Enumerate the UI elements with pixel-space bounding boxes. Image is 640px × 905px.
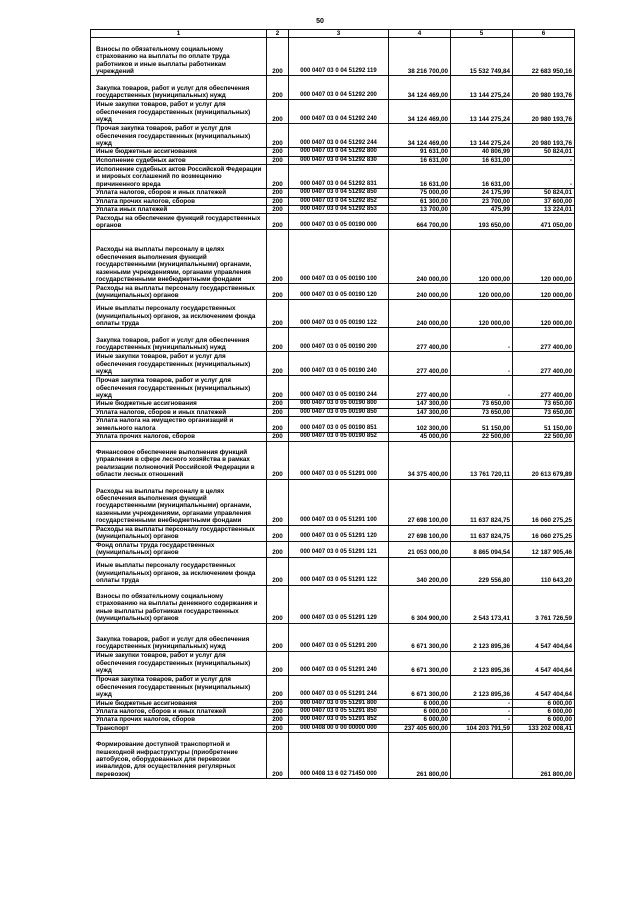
row-approved-cell: 6 000,00 bbox=[389, 716, 451, 724]
row-executed-cell: - bbox=[451, 376, 513, 400]
row-name-cell: Транспорт bbox=[91, 724, 267, 732]
row-kbk-cell: 000 0407 03 0 05 00190 244 bbox=[289, 376, 389, 400]
row-approved-cell: 6 671 300,00 bbox=[389, 623, 451, 651]
table-row bbox=[91, 557, 575, 585]
row-approved-cell: 34 124 469,00 bbox=[389, 100, 451, 124]
row-code-cell: 200 bbox=[267, 214, 289, 230]
row-executed-cell: - bbox=[451, 716, 513, 724]
row-code-cell: 200 bbox=[267, 100, 289, 124]
row-code-cell: 200 bbox=[267, 651, 289, 675]
page-number: 50 bbox=[316, 18, 324, 25]
row-code-cell: 200 bbox=[267, 328, 289, 352]
table-row bbox=[91, 376, 575, 400]
table-row bbox=[91, 675, 575, 699]
table-row bbox=[91, 206, 575, 214]
row-name-cell: Взносы по обязательному социальному страхованию на выплаты по оплате труда работников и иные выплаты работникам учреждений bbox=[91, 38, 267, 76]
table-row bbox=[91, 623, 575, 651]
budget-table bbox=[90, 29, 575, 779]
header-col-1: 1 bbox=[91, 30, 267, 38]
row-code-cell: 200 bbox=[267, 165, 289, 189]
row-remaining-cell: 20 980 193,76 bbox=[513, 124, 575, 148]
header-col-5: 5 bbox=[451, 30, 513, 38]
table-row bbox=[91, 716, 575, 724]
row-approved-cell: 61 300,00 bbox=[389, 197, 451, 205]
row-executed-cell bbox=[451, 733, 513, 779]
row-name-cell: Уплата налогов, сборов и иных платежей bbox=[91, 408, 267, 416]
row-approved-cell: 340 200,00 bbox=[389, 557, 451, 585]
row-code-cell: 200 bbox=[267, 417, 289, 433]
row-kbk-cell: 000 0407 03 0 05 00190 120 bbox=[289, 284, 389, 300]
row-approved-cell: 91 631,00 bbox=[389, 148, 451, 156]
table-row bbox=[91, 148, 575, 156]
row-executed-cell: 40 806,99 bbox=[451, 148, 513, 156]
table-body bbox=[91, 38, 575, 779]
row-executed-cell: 13 144 275,24 bbox=[451, 76, 513, 100]
row-code-cell: 200 bbox=[267, 352, 289, 376]
row-code-cell: 200 bbox=[267, 38, 289, 76]
row-name-cell: Финансовое обеспечение выполнения функций управления в сфере лесного хозяйства в рамках реализации полномочий Российской Федерации в области лесных отношений bbox=[91, 441, 267, 479]
row-executed-cell: 23 700,00 bbox=[451, 197, 513, 205]
row-approved-cell: 75 000,00 bbox=[389, 189, 451, 197]
row-name-cell: Уплата прочих налогов, сборов bbox=[91, 197, 267, 205]
table-header-row bbox=[91, 30, 575, 38]
row-code-cell: 200 bbox=[267, 557, 289, 585]
row-kbk-cell: 000 0407 03 0 05 00190 000 bbox=[289, 214, 389, 230]
table-row bbox=[91, 400, 575, 408]
table-row bbox=[91, 585, 575, 623]
row-name-cell: Прочая закупка товаров, работ и услуг для обеспечения государственных (муниципальных) нужд bbox=[91, 675, 267, 699]
row-approved-cell: 6 671 300,00 bbox=[389, 651, 451, 675]
row-name-cell: Формирование доступной транспортной и пешеходной инфраструктуры (приобретение автобусов, оборудованных для перевозки инвалидов, для осуществления регулярных перевозок) bbox=[91, 733, 267, 779]
table-row bbox=[91, 733, 575, 779]
row-name-cell: Уплата налогов, сборов и иных платежей bbox=[91, 708, 267, 716]
row-approved-cell: 13 700,00 bbox=[389, 206, 451, 214]
row-code-cell: 200 bbox=[267, 206, 289, 214]
row-code-cell: 200 bbox=[267, 525, 289, 541]
row-name-cell: Уплата налогов, сборов и иных платежей bbox=[91, 189, 267, 197]
row-kbk-cell: 000 0407 03 0 05 51291 121 bbox=[289, 541, 389, 557]
table-row bbox=[91, 300, 575, 328]
table-row bbox=[91, 433, 575, 441]
row-remaining-cell: 261 800,00 bbox=[513, 733, 575, 779]
row-approved-cell: 16 631,00 bbox=[389, 156, 451, 164]
row-kbk-cell: 000 0407 03 0 05 51291 800 bbox=[289, 699, 389, 707]
row-name-cell: Закупка товаров, работ и услуг для обеспечения государственных (муниципальных) нужд bbox=[91, 328, 267, 352]
row-kbk-cell: 000 0407 03 0 04 51292 119 bbox=[289, 38, 389, 76]
row-remaining-cell: 16 060 275,25 bbox=[513, 479, 575, 525]
row-remaining-cell: 4 547 404,64 bbox=[513, 675, 575, 699]
row-name-cell: Уплата прочих налогов, сборов bbox=[91, 716, 267, 724]
row-kbk-cell: 000 0407 03 0 05 51291 200 bbox=[289, 623, 389, 651]
row-kbk-cell: 000 0407 03 0 05 51291 122 bbox=[289, 557, 389, 585]
row-name-cell: Фонд оплаты труда государственных (муниципальных) органов bbox=[91, 541, 267, 557]
row-approved-cell: 16 631,00 bbox=[389, 165, 451, 189]
row-code-cell: 200 bbox=[267, 284, 289, 300]
row-remaining-cell: 12 187 905,46 bbox=[513, 541, 575, 557]
row-remaining-cell: 110 643,20 bbox=[513, 557, 575, 585]
row-approved-cell: 277 400,00 bbox=[389, 328, 451, 352]
row-approved-cell: 277 400,00 bbox=[389, 376, 451, 400]
row-kbk-cell: 000 0407 03 0 05 00190 852 bbox=[289, 433, 389, 441]
row-code-cell: 200 bbox=[267, 479, 289, 525]
table-row bbox=[91, 124, 575, 148]
row-code-cell: 200 bbox=[267, 124, 289, 148]
row-kbk-cell: 000 0408 00 0 00 00000 000 bbox=[289, 724, 389, 732]
row-remaining-cell: 20 613 679,89 bbox=[513, 441, 575, 479]
row-remaining-cell: 277 400,00 bbox=[513, 376, 575, 400]
row-executed-cell: 13 144 275,24 bbox=[451, 124, 513, 148]
row-code-cell: 200 bbox=[267, 408, 289, 416]
row-remaining-cell: 51 150,00 bbox=[513, 417, 575, 433]
row-kbk-cell: 000 0407 03 0 05 00190 850 bbox=[289, 408, 389, 416]
row-executed-cell: 120 000,00 bbox=[451, 284, 513, 300]
row-name-cell: Иные бюджетные ассигнования bbox=[91, 699, 267, 707]
row-executed-cell: 2 123 895,36 bbox=[451, 623, 513, 651]
table-row bbox=[91, 708, 575, 716]
table-row bbox=[91, 165, 575, 189]
row-code-cell: 200 bbox=[267, 699, 289, 707]
row-name-cell: Взносы по обязательному социальному страхованию на выплаты денежного содержания и иные выплаты работникам государственных (муниципальных) органов bbox=[91, 585, 267, 623]
row-approved-cell: 102 300,00 bbox=[389, 417, 451, 433]
row-remaining-cell: 73 650,00 bbox=[513, 408, 575, 416]
row-approved-cell: 147 300,00 bbox=[389, 400, 451, 408]
row-executed-cell: 11 637 824,75 bbox=[451, 525, 513, 541]
row-name-cell: Уплата налога на имущество организаций и земельного налога bbox=[91, 417, 267, 433]
row-executed-cell: 104 203 791,59 bbox=[451, 724, 513, 732]
row-executed-cell: 2 123 895,36 bbox=[451, 651, 513, 675]
row-approved-cell: 147 300,00 bbox=[389, 408, 451, 416]
row-name-cell: Прочая закупка товаров, работ и услуг для обеспечения государственных (муниципальных) нужд bbox=[91, 124, 267, 148]
row-remaining-cell: 133 202 008,41 bbox=[513, 724, 575, 732]
row-executed-cell: 475,99 bbox=[451, 206, 513, 214]
row-code-cell: 200 bbox=[267, 400, 289, 408]
table-row bbox=[91, 76, 575, 100]
row-name-cell: Закупка товаров, работ и услуг для обеспечения государственных (муниципальных) нужд bbox=[91, 76, 267, 100]
row-remaining-cell: 6 000,00 bbox=[513, 708, 575, 716]
row-name-cell: Расходы на выплаты персоналу государственных (муниципальных) органов bbox=[91, 284, 267, 300]
row-executed-cell: 120 000,00 bbox=[451, 230, 513, 284]
row-executed-cell: 16 631,00 bbox=[451, 165, 513, 189]
row-code-cell: 200 bbox=[267, 623, 289, 651]
table-row bbox=[91, 328, 575, 352]
row-executed-cell: 16 631,00 bbox=[451, 156, 513, 164]
row-kbk-cell: 000 0407 03 0 05 51291 100 bbox=[289, 479, 389, 525]
row-remaining-cell: 277 400,00 bbox=[513, 352, 575, 376]
row-kbk-cell: 000 0407 03 0 05 00190 240 bbox=[289, 352, 389, 376]
row-name-cell: Закупка товаров, работ и услуг для обеспечения государственных (муниципальных) нужд bbox=[91, 623, 267, 651]
row-executed-cell: 2 543 173,41 bbox=[451, 585, 513, 623]
row-kbk-cell: 000 0407 03 0 05 00190 800 bbox=[289, 400, 389, 408]
table-row bbox=[91, 38, 575, 76]
row-code-cell: 200 bbox=[267, 376, 289, 400]
row-name-cell: Иные выплаты персоналу государственных (муниципальных) органов, за исключением фонда оплаты труда bbox=[91, 300, 267, 328]
row-remaining-cell: 120 000,00 bbox=[513, 300, 575, 328]
row-remaining-cell: - bbox=[513, 156, 575, 164]
row-executed-cell: 73 650,00 bbox=[451, 400, 513, 408]
row-kbk-cell: 000 0408 13 6 02 71450 000 bbox=[289, 733, 389, 779]
row-executed-cell: 13 144 275,24 bbox=[451, 100, 513, 124]
row-approved-cell: 6 000,00 bbox=[389, 708, 451, 716]
row-code-cell: 200 bbox=[267, 716, 289, 724]
row-kbk-cell: 000 0407 03 0 05 51291 120 bbox=[289, 525, 389, 541]
row-approved-cell: 261 800,00 bbox=[389, 733, 451, 779]
row-name-cell: Расходы на обеспечение функций государственных органов bbox=[91, 214, 267, 230]
row-code-cell: 200 bbox=[267, 724, 289, 732]
row-approved-cell: 34 375 400,00 bbox=[389, 441, 451, 479]
row-kbk-cell: 000 0407 03 0 04 51292 240 bbox=[289, 100, 389, 124]
row-remaining-cell: 22 683 950,16 bbox=[513, 38, 575, 76]
row-code-cell: 200 bbox=[267, 441, 289, 479]
row-kbk-cell: 000 0407 03 0 05 51291 852 bbox=[289, 716, 389, 724]
row-code-cell: 200 bbox=[267, 189, 289, 197]
row-approved-cell: 27 698 100,00 bbox=[389, 525, 451, 541]
row-executed-cell: 24 175,99 bbox=[451, 189, 513, 197]
row-executed-cell: - bbox=[451, 699, 513, 707]
row-executed-cell: 8 865 094,54 bbox=[451, 541, 513, 557]
row-executed-cell: 22 500,00 bbox=[451, 433, 513, 441]
row-remaining-cell: 13 224,01 bbox=[513, 206, 575, 214]
row-name-cell: Иные выплаты персоналу государственных (муниципальных) органов, за исключением фонда оплаты труда bbox=[91, 557, 267, 585]
row-remaining-cell: 73 650,00 bbox=[513, 400, 575, 408]
row-code-cell: 200 bbox=[267, 585, 289, 623]
row-remaining-cell: 120 000,00 bbox=[513, 230, 575, 284]
row-approved-cell: 6 000,00 bbox=[389, 699, 451, 707]
header-col-2: 2 bbox=[267, 30, 289, 38]
table-row bbox=[91, 156, 575, 164]
row-remaining-cell: 20 980 193,76 bbox=[513, 76, 575, 100]
table-row bbox=[91, 197, 575, 205]
row-kbk-cell: 000 0407 03 0 04 51292 244 bbox=[289, 124, 389, 148]
row-executed-cell: - bbox=[451, 708, 513, 716]
row-kbk-cell: 000 0407 03 0 05 51291 129 bbox=[289, 585, 389, 623]
row-executed-cell: 13 761 720,11 bbox=[451, 441, 513, 479]
row-name-cell: Расходы на выплаты персоналу государственных (муниципальных) органов bbox=[91, 525, 267, 541]
row-name-cell: Уплата иных платежей bbox=[91, 206, 267, 214]
table-row bbox=[91, 408, 575, 416]
row-kbk-cell: 000 0407 03 0 05 51291 850 bbox=[289, 708, 389, 716]
row-remaining-cell: 120 000,00 bbox=[513, 284, 575, 300]
row-code-cell: 200 bbox=[267, 148, 289, 156]
row-kbk-cell: 000 0407 03 0 05 00190 200 bbox=[289, 328, 389, 352]
table-row bbox=[91, 699, 575, 707]
row-executed-cell: 51 150,00 bbox=[451, 417, 513, 433]
row-executed-cell: - bbox=[451, 328, 513, 352]
table-row bbox=[91, 214, 575, 230]
row-remaining-cell: 4 547 404,64 bbox=[513, 651, 575, 675]
row-approved-cell: 34 124 469,00 bbox=[389, 124, 451, 148]
row-name-cell: Исполнение судебных актов bbox=[91, 156, 267, 164]
row-approved-cell: 240 000,00 bbox=[389, 230, 451, 284]
row-kbk-cell: 000 0407 03 0 04 51292 852 bbox=[289, 197, 389, 205]
header-col-4: 4 bbox=[389, 30, 451, 38]
row-approved-cell: 664 700,00 bbox=[389, 214, 451, 230]
row-kbk-cell: 000 0407 03 0 04 51292 830 bbox=[289, 156, 389, 164]
row-code-cell: 200 bbox=[267, 76, 289, 100]
row-remaining-cell: 16 060 275,25 bbox=[513, 525, 575, 541]
table-row bbox=[91, 479, 575, 525]
row-executed-cell: 229 556,80 bbox=[451, 557, 513, 585]
row-kbk-cell: 000 0407 03 0 05 00190 851 bbox=[289, 417, 389, 433]
header-col-6: 6 bbox=[513, 30, 575, 38]
row-code-cell: 200 bbox=[267, 708, 289, 716]
table-row bbox=[91, 189, 575, 197]
row-code-cell: 200 bbox=[267, 433, 289, 441]
row-kbk-cell: 000 0407 03 0 04 51292 853 bbox=[289, 206, 389, 214]
row-kbk-cell: 000 0407 03 0 04 51292 200 bbox=[289, 76, 389, 100]
row-approved-cell: 6 671 300,00 bbox=[389, 675, 451, 699]
header-col-3: 3 bbox=[289, 30, 389, 38]
row-remaining-cell: 277 400,00 bbox=[513, 328, 575, 352]
row-kbk-cell: 000 0407 03 0 04 51292 831 bbox=[289, 165, 389, 189]
row-name-cell: Иные бюджетные ассигнования bbox=[91, 400, 267, 408]
row-approved-cell: 6 304 900,00 bbox=[389, 585, 451, 623]
row-approved-cell: 34 124 469,00 bbox=[389, 76, 451, 100]
row-code-cell: 200 bbox=[267, 541, 289, 557]
row-approved-cell: 21 053 000,00 bbox=[389, 541, 451, 557]
row-approved-cell: 240 000,00 bbox=[389, 300, 451, 328]
row-kbk-cell: 000 0407 03 0 04 51292 850 bbox=[289, 189, 389, 197]
row-approved-cell: 240 000,00 bbox=[389, 284, 451, 300]
row-remaining-cell: 3 761 726,59 bbox=[513, 585, 575, 623]
table-row bbox=[91, 417, 575, 433]
row-code-cell: 200 bbox=[267, 675, 289, 699]
row-name-cell: Иные бюджетные ассигнования bbox=[91, 148, 267, 156]
table-row bbox=[91, 100, 575, 124]
row-kbk-cell: 000 0407 03 0 05 51291 244 bbox=[289, 675, 389, 699]
row-name-cell: Иные закупки товаров, работ и услуг для обеспечения государственных (муниципальных) нужд bbox=[91, 100, 267, 124]
row-code-cell: 200 bbox=[267, 197, 289, 205]
row-kbk-cell: 000 0407 03 0 04 51292 800 bbox=[289, 148, 389, 156]
table-row bbox=[91, 724, 575, 732]
row-name-cell: Исполнение судебных актов Российской Федерации и мировых соглашений по возмещению причиненного вреда bbox=[91, 165, 267, 189]
row-executed-cell: 2 123 895,36 bbox=[451, 675, 513, 699]
row-executed-cell: 11 637 824,75 bbox=[451, 479, 513, 525]
table-row bbox=[91, 651, 575, 675]
row-approved-cell: 45 000,00 bbox=[389, 433, 451, 441]
row-executed-cell: 193 650,00 bbox=[451, 214, 513, 230]
row-approved-cell: 27 698 100,00 bbox=[389, 479, 451, 525]
row-name-cell: Расходы на выплаты персоналу в целях обеспечения выполнения функций государственными (муниципальными) органами, казенными учреждениями, органами управления государственными внебюджетными фондами bbox=[91, 230, 267, 284]
row-kbk-cell: 000 0407 03 0 05 51291 000 bbox=[289, 441, 389, 479]
row-remaining-cell: 4 547 404,64 bbox=[513, 623, 575, 651]
row-executed-cell: - bbox=[451, 352, 513, 376]
row-code-cell: 200 bbox=[267, 300, 289, 328]
row-remaining-cell: 6 000,00 bbox=[513, 716, 575, 724]
row-approved-cell: 38 216 700,00 bbox=[389, 38, 451, 76]
table-row bbox=[91, 525, 575, 541]
row-approved-cell: 277 400,00 bbox=[389, 352, 451, 376]
row-remaining-cell: 471 050,00 bbox=[513, 214, 575, 230]
row-code-cell: 200 bbox=[267, 156, 289, 164]
row-remaining-cell: - bbox=[513, 165, 575, 189]
row-remaining-cell: 37 600,00 bbox=[513, 197, 575, 205]
table-row bbox=[91, 284, 575, 300]
table-row bbox=[91, 441, 575, 479]
table-row bbox=[91, 352, 575, 376]
row-executed-cell: 73 650,00 bbox=[451, 408, 513, 416]
row-kbk-cell: 000 0407 03 0 05 51291 240 bbox=[289, 651, 389, 675]
row-name-cell: Расходы на выплаты персоналу в целях обеспечения выполнения функций государственными (муниципальными) органами, казенными учреждениями, органами управления государственными внебюджетными фондами bbox=[91, 479, 267, 525]
row-name-cell: Иные закупки товаров, работ и услуг для обеспечения государственных (муниципальных) нужд bbox=[91, 651, 267, 675]
row-remaining-cell: 50 824,01 bbox=[513, 189, 575, 197]
row-executed-cell: 120 000,00 bbox=[451, 300, 513, 328]
row-code-cell: 200 bbox=[267, 230, 289, 284]
row-remaining-cell: 6 000,00 bbox=[513, 699, 575, 707]
table-row bbox=[91, 230, 575, 284]
row-executed-cell: 15 532 749,84 bbox=[451, 38, 513, 76]
row-approved-cell: 237 405 600,00 bbox=[389, 724, 451, 732]
row-name-cell: Уплата прочих налогов, сборов bbox=[91, 433, 267, 441]
row-name-cell: Иные закупки товаров, работ и услуг для обеспечения государственных (муниципальных) нужд bbox=[91, 352, 267, 376]
row-kbk-cell: 000 0407 03 0 05 00190 100 bbox=[289, 230, 389, 284]
row-remaining-cell: 22 500,00 bbox=[513, 433, 575, 441]
row-remaining-cell: 20 980 193,76 bbox=[513, 100, 575, 124]
table-row bbox=[91, 541, 575, 557]
row-remaining-cell: 50 824,01 bbox=[513, 148, 575, 156]
row-name-cell: Прочая закупка товаров, работ и услуг для обеспечения государственных (муниципальных) нужд bbox=[91, 376, 267, 400]
row-code-cell: 200 bbox=[267, 733, 289, 779]
row-kbk-cell: 000 0407 03 0 05 00190 122 bbox=[289, 300, 389, 328]
